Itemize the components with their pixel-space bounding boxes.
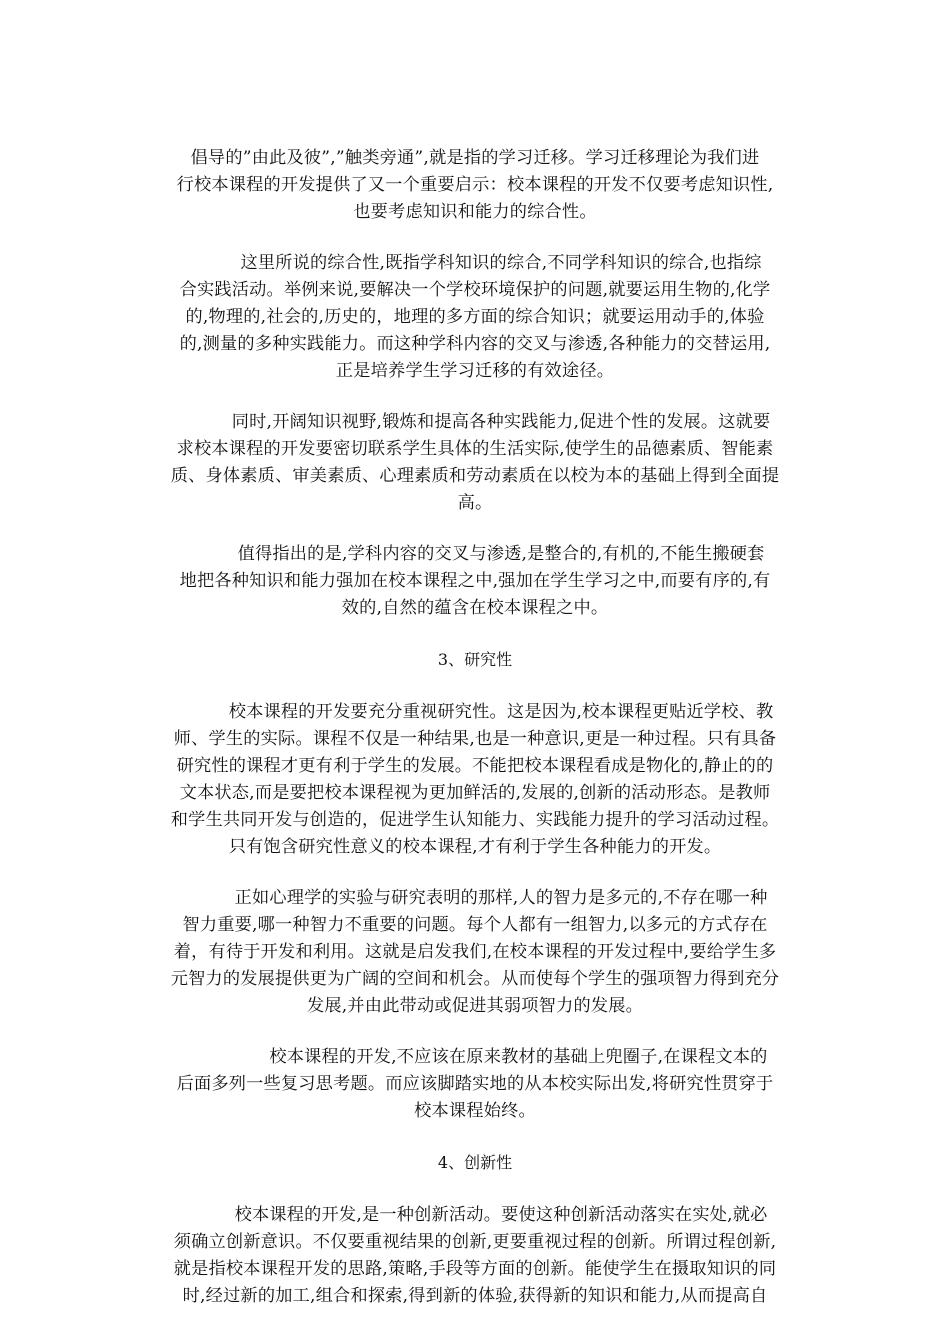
- section-heading: [142, 1149, 808, 1176]
- text-line: 正如心理学的实验与研究表明的那样,人的智力是多元的,不存在哪一种: [182, 888, 768, 908]
- text-line: 正是培养学生学习迁移的有效途径。: [335, 361, 615, 381]
- text-line: 只有饱含研究性意义的校本课程,才有利于学生各种能力的开发。: [228, 837, 722, 857]
- text-line: 研究性的课程才更有利于学生的发展。不能把校本课程看成是物化的,静止的的: [176, 756, 774, 776]
- text-line: 同时,开阔知识视野,锻炼和提高各种实践能力,促进个性的发展。这就要: [179, 412, 771, 432]
- text-line: 这里所说的综合性,既指学科知识的综合,不同学科知识的综合,也指综: [188, 253, 762, 273]
- text-line: 倡导的”由此及彼”,”触类旁通”,就是指的学习迁移。学习迁移理论为我们进: [190, 148, 760, 168]
- paragraph: [142, 250, 808, 385]
- text-line: 校本课程的开发要充分重视研究性。这是因为,校本课程更贴近学校、教: [176, 702, 774, 722]
- text-line: 行校本课程的开发提供了又一个重要启示：校本课程的开发不仅要考虑知识性,: [176, 175, 774, 195]
- text-line: 的,物理的,社会的,历史的，地理的多方面的综合知识；就要运用动手的,体验: [185, 307, 765, 327]
- text-line: 后面多列一些复习思考题。而应该脚踏实地的从本校实际出发,将研究性贯穿于: [176, 1074, 774, 1094]
- document-body: [142, 145, 808, 1334]
- text-line: 智力重要,哪一种智力不重要的问题。每个人都有一组智力,以多元的方式存在: [182, 915, 768, 935]
- text-line: 着，有待于开发和利用。这就是启发我们,在校本课程的开发过程中,要给学生多: [173, 942, 777, 962]
- text-line: 3、研究性: [437, 650, 513, 669]
- text-line: 时,经过新的加工,组合和探索,得到新的体验,获得新的知识和能力,从而提高自: [182, 1286, 768, 1306]
- paragraph: [142, 699, 808, 861]
- text-line: 元智力的发展提供更为广阔的空间和机会。从而使每个学生的强项智力得到充分: [170, 969, 780, 989]
- paragraph: [142, 145, 808, 226]
- text-line: 质、身体素质、审美素质、心理素质和劳动素质在以校为本的基础上得到全面提: [170, 466, 780, 486]
- paragraph: [142, 1044, 808, 1125]
- text-line: 也要考虑知识和能力的综合性。: [353, 202, 597, 222]
- text-line: 就是指校本课程开发的思路,策略,手段等方面的创新。能使学生在摄取知识的同: [173, 1259, 777, 1279]
- text-line: 4、创新性: [437, 1153, 513, 1172]
- text-line: 须确立创新意识。不仅要重视结果的创新,更要重视过程的创新。所谓过程创新,: [173, 1232, 777, 1252]
- text-line: 校本课程的开发,是一种创新活动。要使这种创新活动落实在实处,就必: [182, 1205, 768, 1225]
- text-line: 文本状态,而是要把校本课程视为更加鲜活的,发展的,创新的活动形态。是教师: [179, 783, 771, 803]
- paragraph: [142, 885, 808, 1020]
- text-line: 效的,自然的蕴含在校本课程之中。: [341, 598, 609, 618]
- section-heading: [142, 646, 808, 673]
- text-line: 校本课程的开发,不应该在原来教材的基础上兜圈子,在课程文本的: [182, 1047, 768, 1067]
- paragraph: [142, 1202, 808, 1310]
- paragraph: [142, 409, 808, 517]
- paragraph: [142, 541, 808, 622]
- text-line: 高。: [457, 493, 493, 513]
- text-line: 发展,并由此带动或促进其弱项智力的发展。: [306, 996, 644, 1016]
- text-line: 的,测量的多种实践能力。而这种学科内容的交叉与渗透,各种能力的交替运用,: [179, 334, 771, 354]
- text-line: 地把各种知识和能力强加在校本课程之中,强加在学生学习之中,而要有序的,有: [179, 571, 771, 591]
- text-line: 合实践活动。举例来说,要解决一个学校环境保护的问题,就要运用生物的,化学: [179, 280, 771, 300]
- text-line: 校本课程始终。: [414, 1101, 536, 1121]
- text-line: 师、学生的实际。课程不仅是一种结果,也是一种意识,更是一种过程。只有具备: [173, 729, 777, 749]
- text-line: 和学生共同开发与创造的，促进学生认知能力、实践能力提升的学习活动过程。: [170, 810, 780, 830]
- text-line: 求校本课程的开发要密切联系学生具体的生活实际,使学生的品德素质、智能素: [176, 439, 774, 459]
- text-line: 值得指出的是,学科内容的交叉与渗透,是整合的,有机的,不能生搬硬套: [185, 544, 765, 564]
